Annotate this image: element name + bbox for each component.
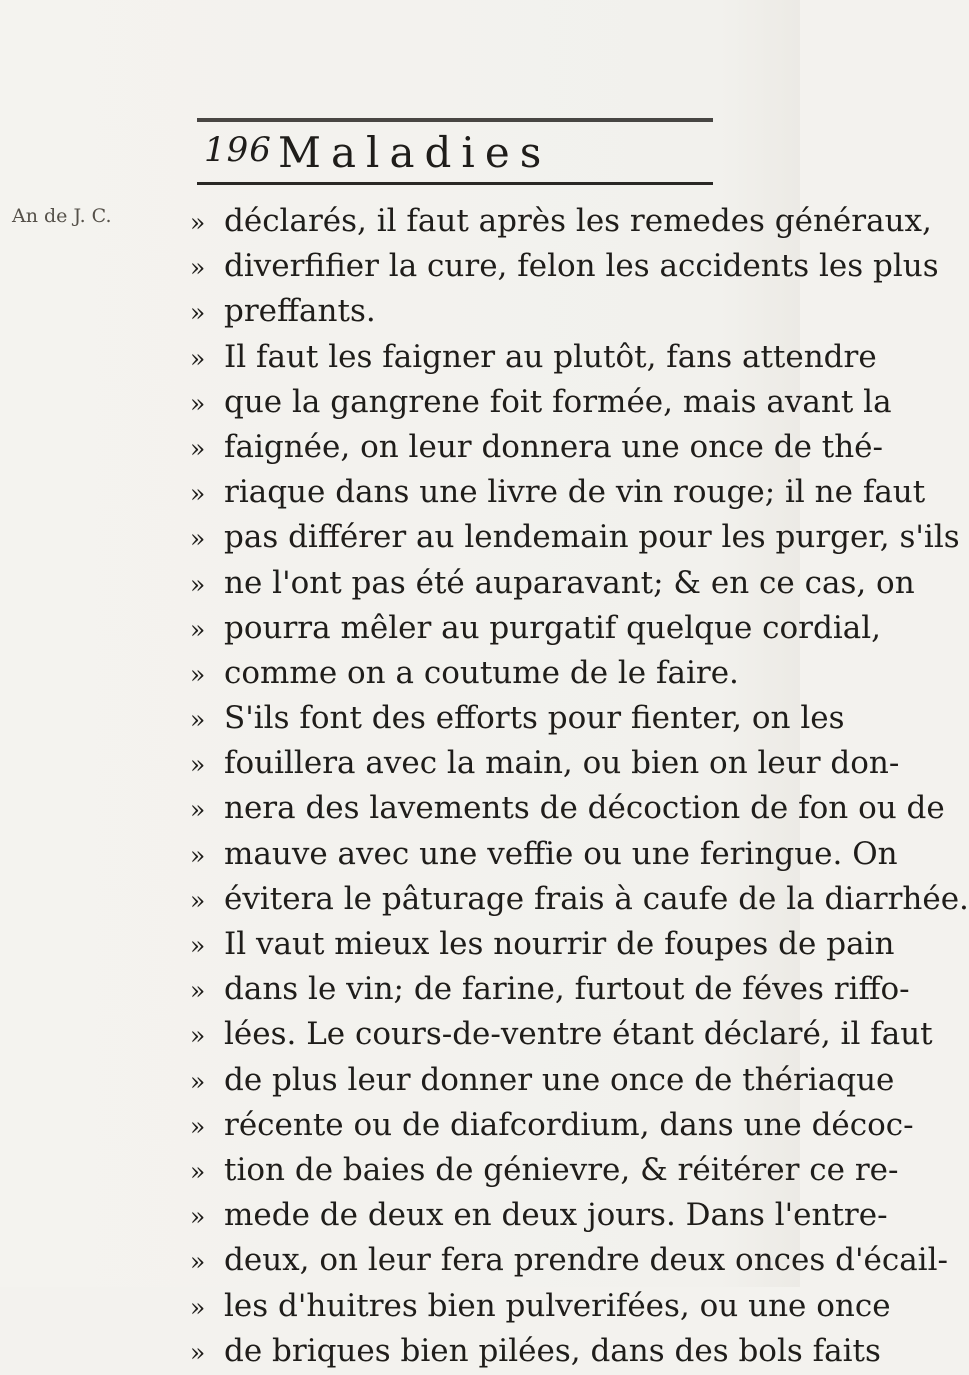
quotation-mark: » (190, 298, 206, 328)
text-line (190, 561, 915, 606)
text-line (190, 1238, 948, 1283)
text-line (190, 515, 960, 560)
line-text: mede de deux en deux jours. Dans l'entre- (224, 1197, 888, 1234)
quotation-mark: » (190, 795, 206, 825)
line-text: Il vaut mieux les nourrir de foupes de pain (224, 926, 895, 962)
quotation-mark: » (190, 614, 206, 644)
text-line (190, 651, 780, 696)
line-text: de briques bien pilées, dans des bols faits (224, 1332, 881, 1369)
line-text: évitera le pâturage frais à caufe de la diarrhée. (224, 880, 969, 917)
line-text: lées. Le cours-de-ventre étant déclaré, il faut (224, 1016, 933, 1053)
quotation-mark: » (190, 1021, 206, 1051)
text-line (190, 922, 895, 967)
text-line (190, 1012, 933, 1057)
text-line (190, 380, 892, 425)
margin-note: An de J. C. (12, 205, 112, 227)
line-text: faignée, on leur donnera une once de thé- (224, 428, 884, 465)
text-line (190, 289, 780, 334)
text-line (190, 1284, 891, 1329)
text-line (190, 425, 884, 470)
quotation-mark: » (190, 524, 206, 554)
line-text: déclarés, il faut après les remedes généraux, (224, 203, 932, 239)
line-text: nera des lavements de décoction de fon ou de (224, 790, 945, 827)
quotation-mark: » (190, 931, 206, 960)
quotation-mark: » (190, 388, 206, 418)
text-line (190, 606, 882, 651)
line-text: riaque dans une livre de vin rouge; il ne faut (224, 474, 926, 511)
line-text: comme on a coutume de le faire. (224, 654, 739, 691)
quotation-mark: » (190, 208, 206, 237)
line-text: Il faut les faigner au plutôt, fans attendre (224, 338, 877, 375)
quotation-mark: » (190, 885, 206, 915)
line-text: dans le vin; de farine, furtout de féves riffo- (224, 971, 910, 1008)
page-number: 196 (204, 130, 272, 170)
text-line (190, 335, 877, 380)
line-text: récente ou de diafcordium, dans une décoc- (224, 1106, 914, 1143)
quotation-mark: » (190, 1066, 206, 1096)
quotation-mark: » (190, 840, 206, 870)
quotation-mark: » (190, 479, 206, 509)
text-line (190, 786, 945, 831)
quotation-mark: » (190, 1337, 206, 1367)
text-line (190, 832, 898, 877)
quotation-mark: » (190, 1156, 206, 1186)
text-line (190, 967, 910, 1012)
quotation-mark: » (190, 1292, 206, 1322)
line-text: mauve avec une veffie ou une feringue. On (224, 835, 898, 872)
line-text: diverfifier la cure, felon les accidents les plus (224, 248, 939, 285)
line-text: que la gangrene foit formée, mais avant la (224, 383, 892, 420)
quotation-mark: » (190, 705, 206, 735)
text-line (190, 1103, 914, 1148)
text-line (190, 1058, 895, 1103)
quotation-mark: » (190, 976, 206, 1006)
quotation-mark: » (190, 1111, 206, 1141)
text-line (190, 470, 926, 515)
line-text: ne l'ont pas été auparavant; & en ce cas, on (224, 564, 915, 601)
quotation-mark: » (190, 433, 206, 463)
running-title: Maladies (278, 128, 552, 177)
line-text: deux, on leur fera prendre deux onces d'écail- (224, 1242, 948, 1279)
text-line (190, 1329, 881, 1374)
text-line (190, 1148, 899, 1193)
quotation-mark: » (190, 659, 206, 689)
quotation-mark: » (190, 1202, 206, 1232)
line-text: de plus leur donner une once de thériaque (224, 1061, 895, 1098)
quotation-mark: » (190, 253, 206, 283)
line-text: pas différer au lendemain pour les purger, s'ils (224, 519, 960, 556)
text-line (190, 244, 939, 289)
text-line (190, 199, 932, 244)
quotation-mark: » (190, 343, 206, 373)
top-rule (197, 118, 713, 122)
text-line (190, 1193, 888, 1238)
line-text: S'ils font des efforts pour fienter, on les (224, 700, 845, 737)
header-rule (197, 182, 713, 185)
line-text: preffants. (224, 293, 376, 330)
text-line (190, 696, 845, 741)
line-text: tion de baies de génievre, & réitérer ce re- (224, 1151, 899, 1188)
line-text: fouillera avec la main, ou bien on leur don- (224, 745, 900, 782)
body-text (190, 199, 969, 1374)
line-text: les d'huitres bien pulverifées, ou une once (224, 1287, 891, 1324)
line-text: pourra mêler au purgatif quelque cordial, (224, 609, 882, 646)
text-line (190, 741, 900, 786)
quotation-mark: » (190, 569, 206, 599)
quotation-mark: » (190, 1247, 206, 1277)
quotation-mark: » (190, 750, 206, 780)
text-line (190, 877, 969, 922)
